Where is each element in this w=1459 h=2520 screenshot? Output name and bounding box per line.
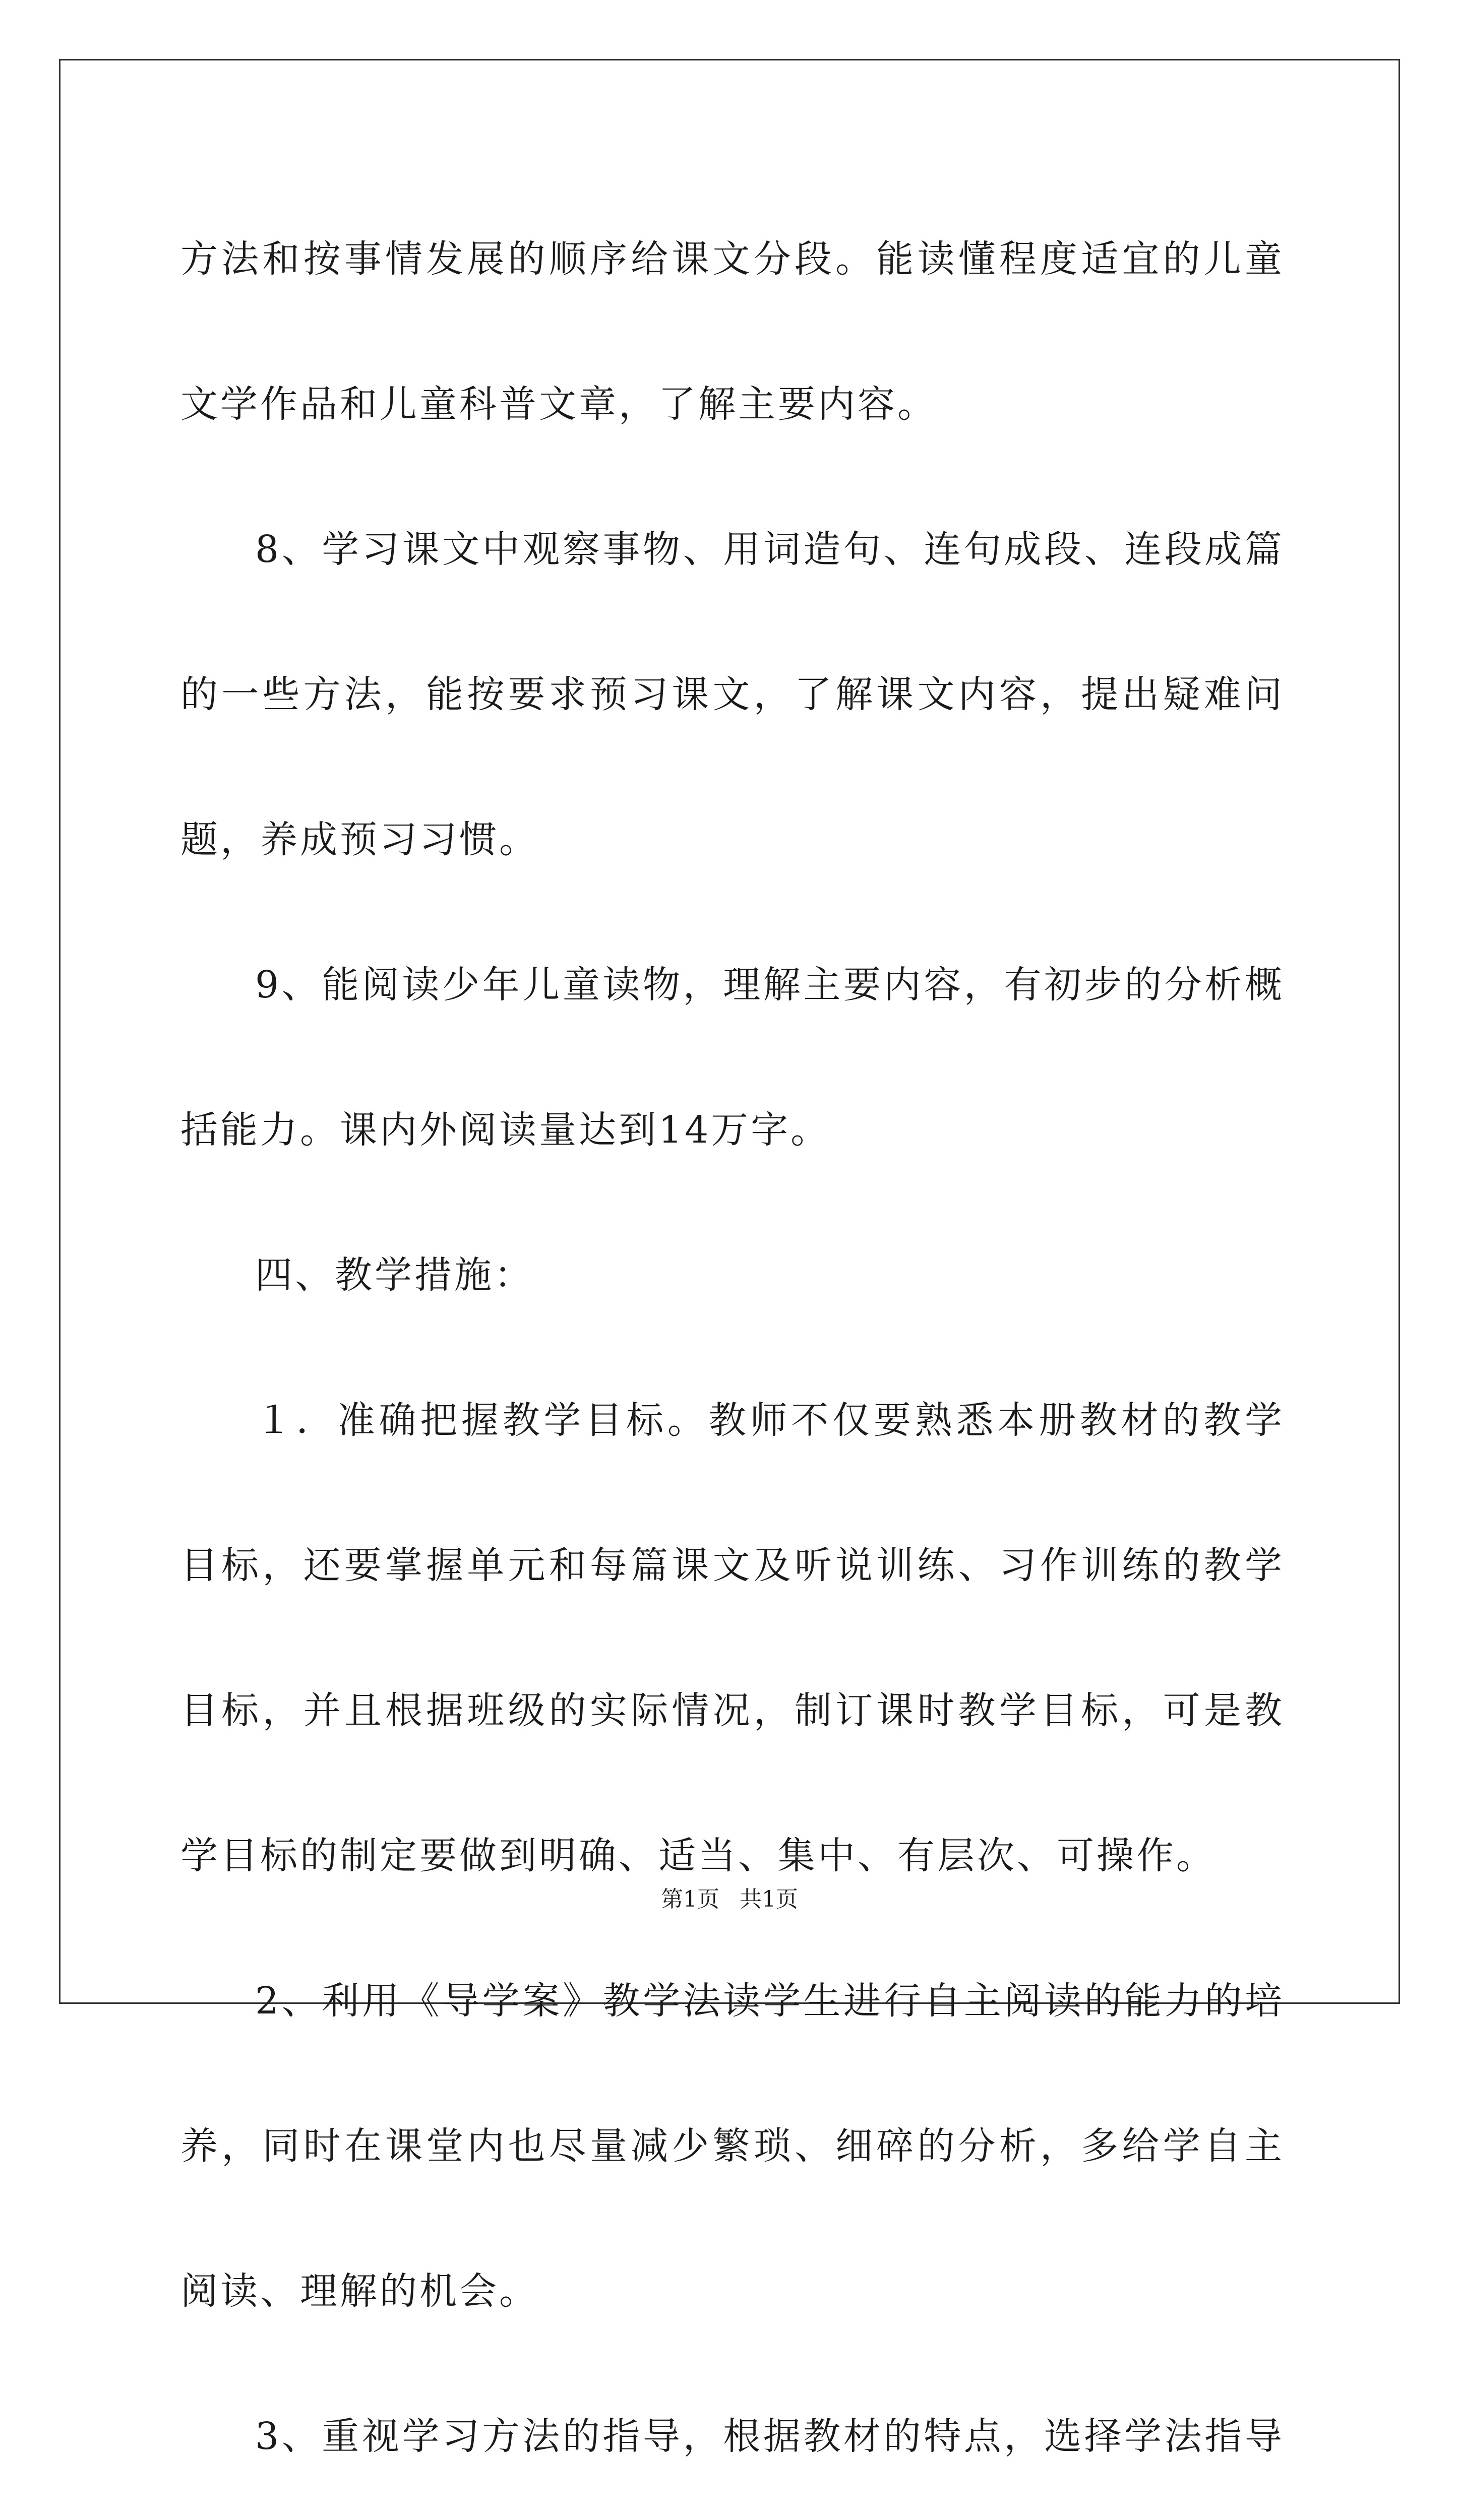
page-footer (0, 1881, 1459, 1913)
page-total: 共1页 (740, 1886, 798, 1912)
paragraph: 3、重视学习方法的指导，根据教材的特点，选择学法指导 (255, 2415, 1285, 2458)
paragraph: 9、能阅读少年儿童读物，理解主要内容，有初步的分析概括能力。课内外阅读量达到14万字。 (180, 963, 1285, 1152)
paragraph: 8、学习课文中观察事物、用词造句、连句成段、连段成篇的一些方法，能按要求预习课文，了解课文内容，提出疑难问题，养成预习习惯。 (180, 528, 1285, 861)
page-number: 第1页 (661, 1886, 719, 1912)
paragraph: 2、利用《导学案》教学法读学生进行自主阅读的能力的培养，同时在课堂内也尽量减少繁琐、细碎的分析，多给学自主阅读、理解的机会。 (180, 1979, 1285, 2313)
section-heading: 四、教学措施： (255, 1253, 534, 1297)
paragraph: 方法和按事情发展的顺序给课文分段。能读懂程度适宜的儿童文学作品和儿童科普文章，了解主要内容。 (180, 237, 1285, 426)
paragraph: １．准确把握教学目标。教师不仅要熟悉本册教材的教学目标，还要掌握单元和每篇课文及听说训练、习作训练的教学目标，并且根据班级的实际情况，制订课时教学目标，可是教学目标的制定要做到明确、适当、集中、有层次、可操作。 (180, 1399, 1285, 1877)
document-body (180, 186, 1285, 2520)
